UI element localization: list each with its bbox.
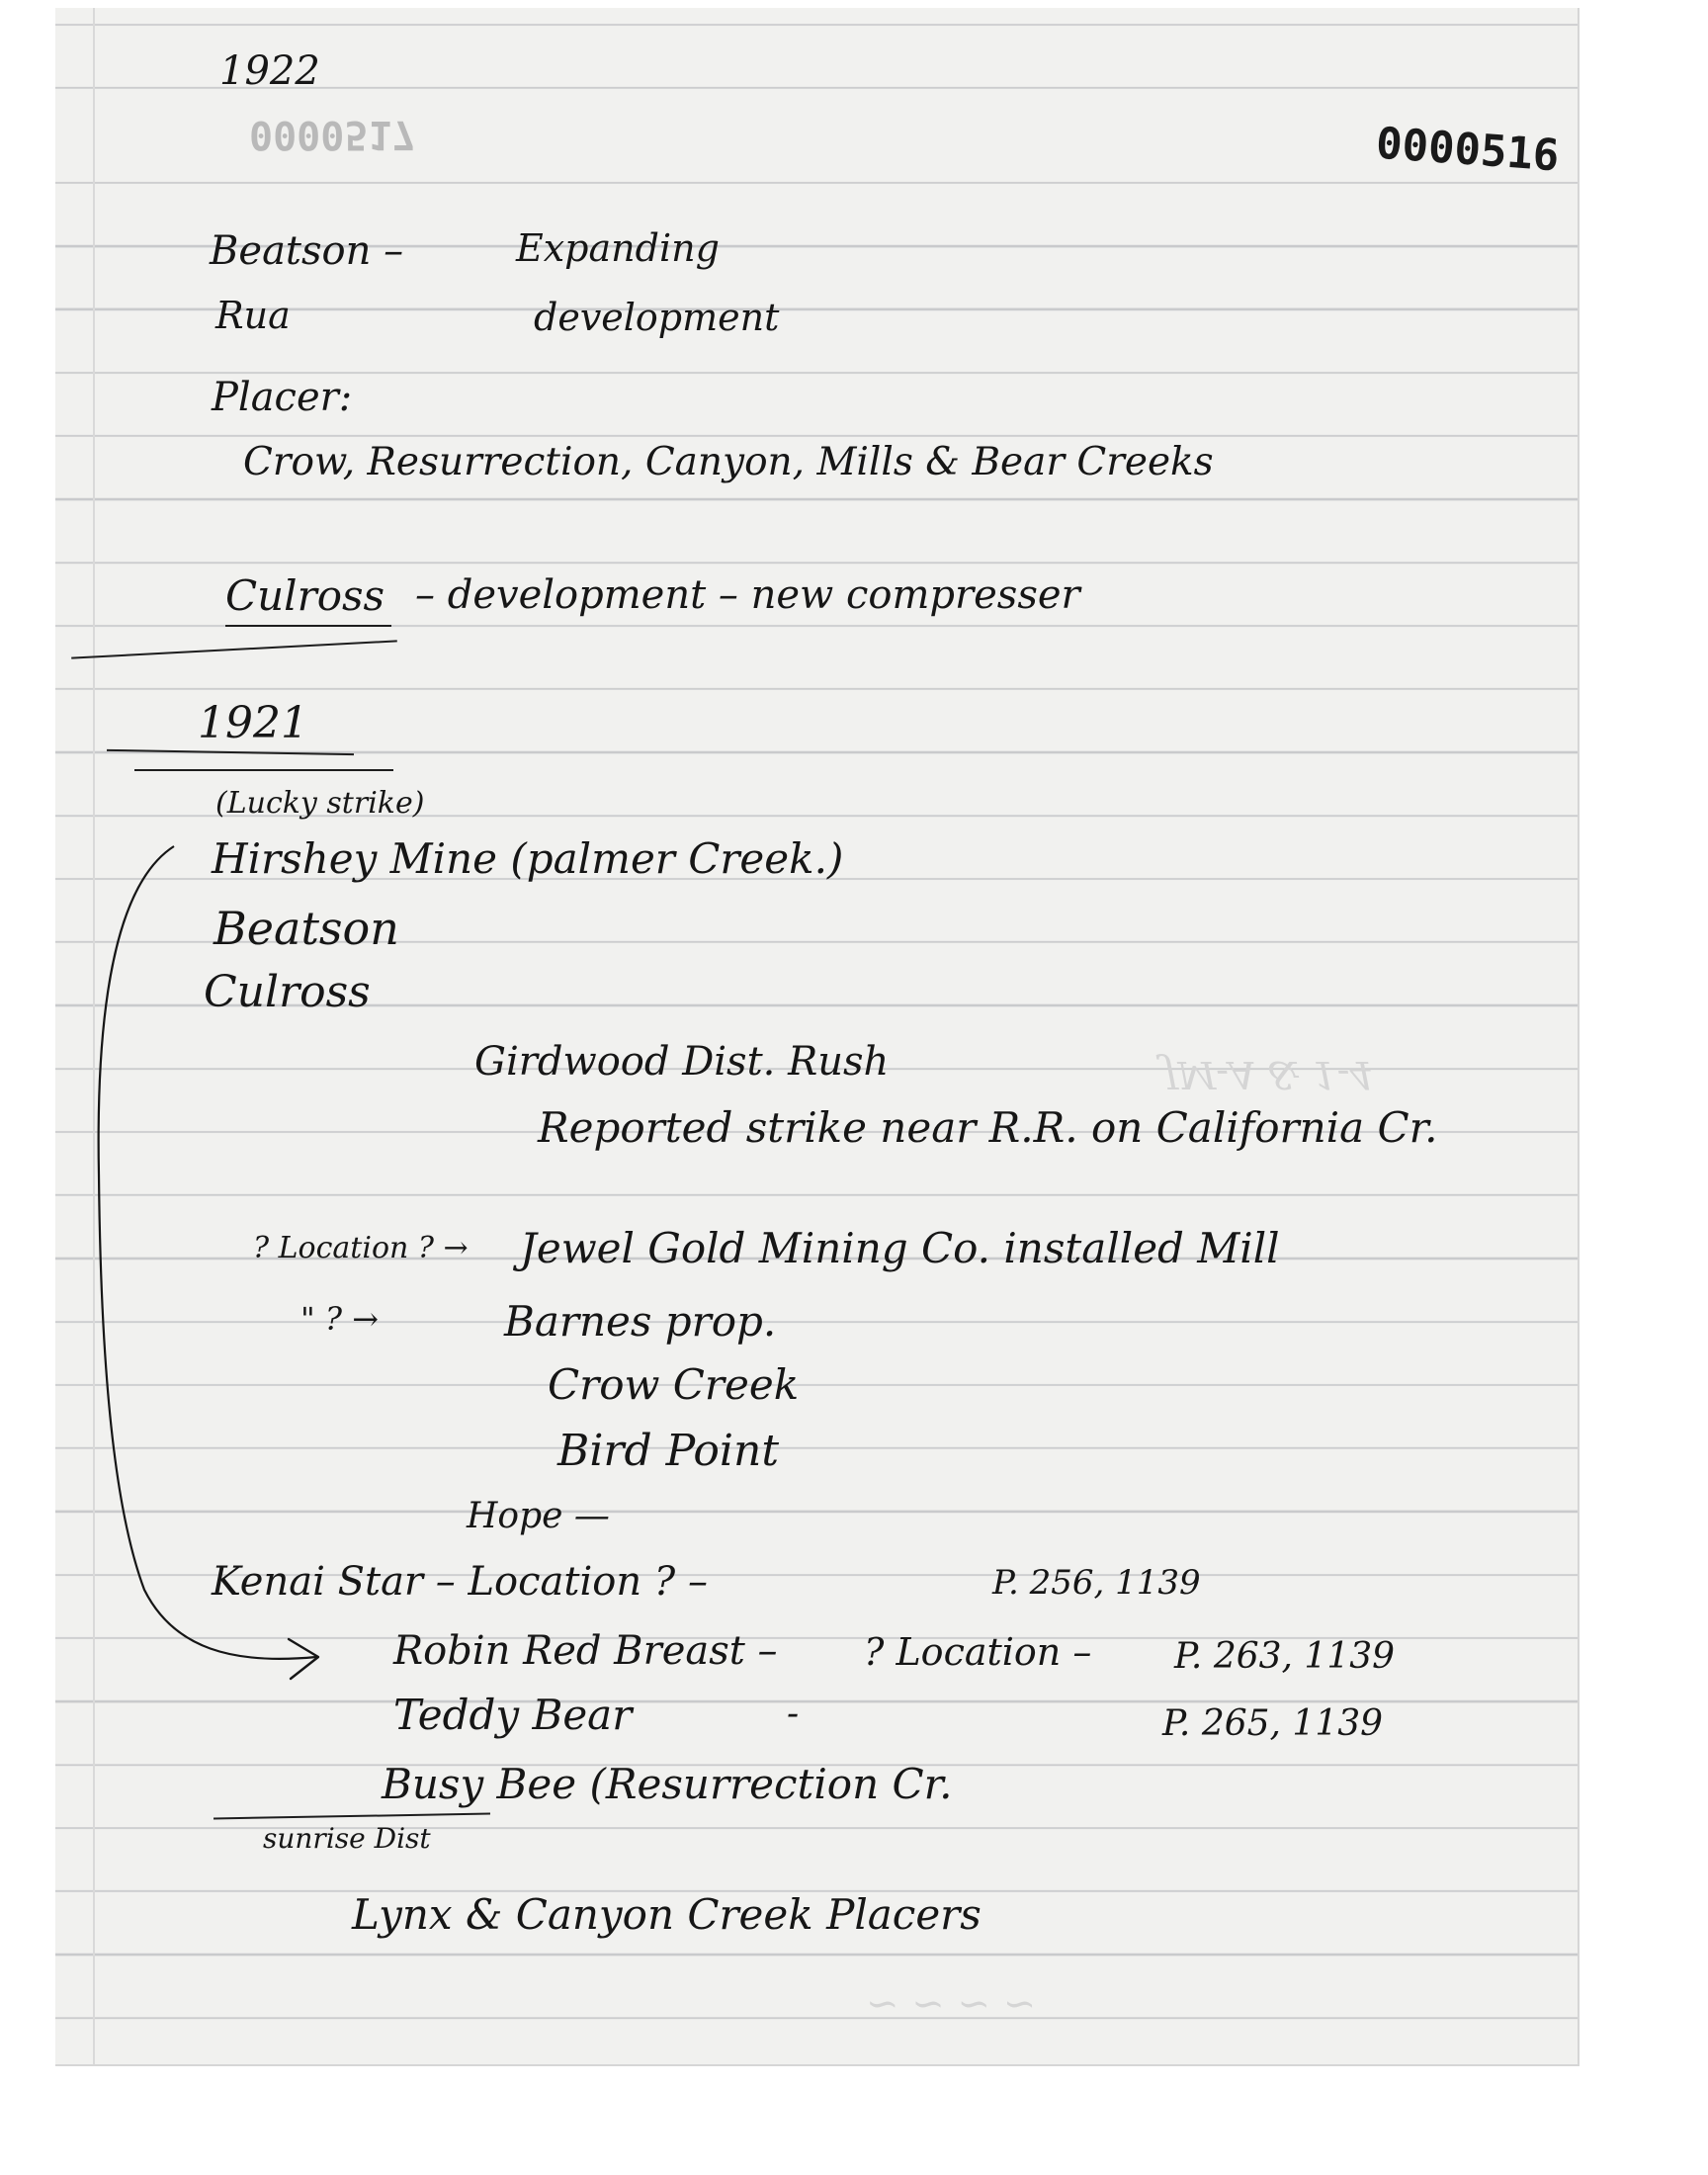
- kenai-star: Kenai Star – Location ? –: [212, 1559, 708, 1605]
- girdwood-rush: Girdwood Dist. Rush: [474, 1039, 890, 1085]
- kenai-star-reference: P. 256, 1139: [992, 1563, 1201, 1603]
- teddy-bear-dash: -: [787, 1694, 800, 1734]
- robin-reference: P. 263, 1139: [1174, 1636, 1396, 1677]
- jewel-gold-mining: Jewel Gold Mining Co. installed Mill: [520, 1224, 1280, 1272]
- bird-point: Bird Point: [557, 1426, 779, 1476]
- robin-location: ? Location –: [864, 1630, 1092, 1674]
- reported-strike: Reported strike near R.R. on California Cr.: [538, 1103, 1438, 1152]
- culross-label: Culross: [225, 571, 385, 620]
- sunrise-district-label: sunrise Dist: [263, 1822, 431, 1855]
- beatson-label: Beatson –: [210, 228, 404, 274]
- faded-stamp-number: 0000517: [249, 112, 416, 157]
- teddy-bear: Teddy Bear: [393, 1691, 633, 1739]
- lynx-canyon-placers: Lynx & Canyon Creek Placers: [352, 1890, 982, 1939]
- placer-label: Placer:: [212, 375, 353, 420]
- placer-creeks-list: Crow, Resurrection, Canyon, Mills & Bear Creeks: [243, 440, 1214, 484]
- culross-development-note: – development – new compresser: [415, 572, 1080, 618]
- development-note: development: [534, 296, 780, 339]
- hope-heading: Hope —: [467, 1496, 610, 1536]
- notebook-page: [55, 8, 1580, 2066]
- connector-arrow: [55, 8, 1578, 2064]
- teddy-bear-reference: P. 265, 1139: [1162, 1703, 1384, 1744]
- bates-stamp-number: 0000516: [1374, 118, 1562, 182]
- expanding-note: Expanding: [516, 226, 720, 270]
- ditto-question: " ? →: [300, 1300, 380, 1338]
- year-1922-heading: 1922: [219, 48, 320, 94]
- bleed-through-text: ~ ~ ~ ~: [866, 1982, 1037, 2028]
- lucky-strike-note: (Lucky strike): [215, 786, 425, 821]
- beatson-entry: Beatson: [214, 902, 399, 955]
- location-question: ? Location ? →: [253, 1231, 469, 1265]
- year-1921-heading: 1921: [198, 698, 308, 748]
- culross-entry: Culross: [204, 967, 371, 1017]
- busy-bee: Busy Bee (Resurrection Cr.: [382, 1760, 953, 1808]
- barnes-prop: Barnes prop.: [504, 1297, 777, 1346]
- bleed-through-text: JM-A & 1-4: [1162, 1053, 1374, 1096]
- robin-red-breast: Robin Red Breast –: [393, 1628, 778, 1674]
- crow-creek: Crow Creek: [548, 1360, 800, 1409]
- hirshey-mine: Hirshey Mine (palmer Creek.): [212, 834, 844, 883]
- rua-label: Rua: [215, 294, 291, 337]
